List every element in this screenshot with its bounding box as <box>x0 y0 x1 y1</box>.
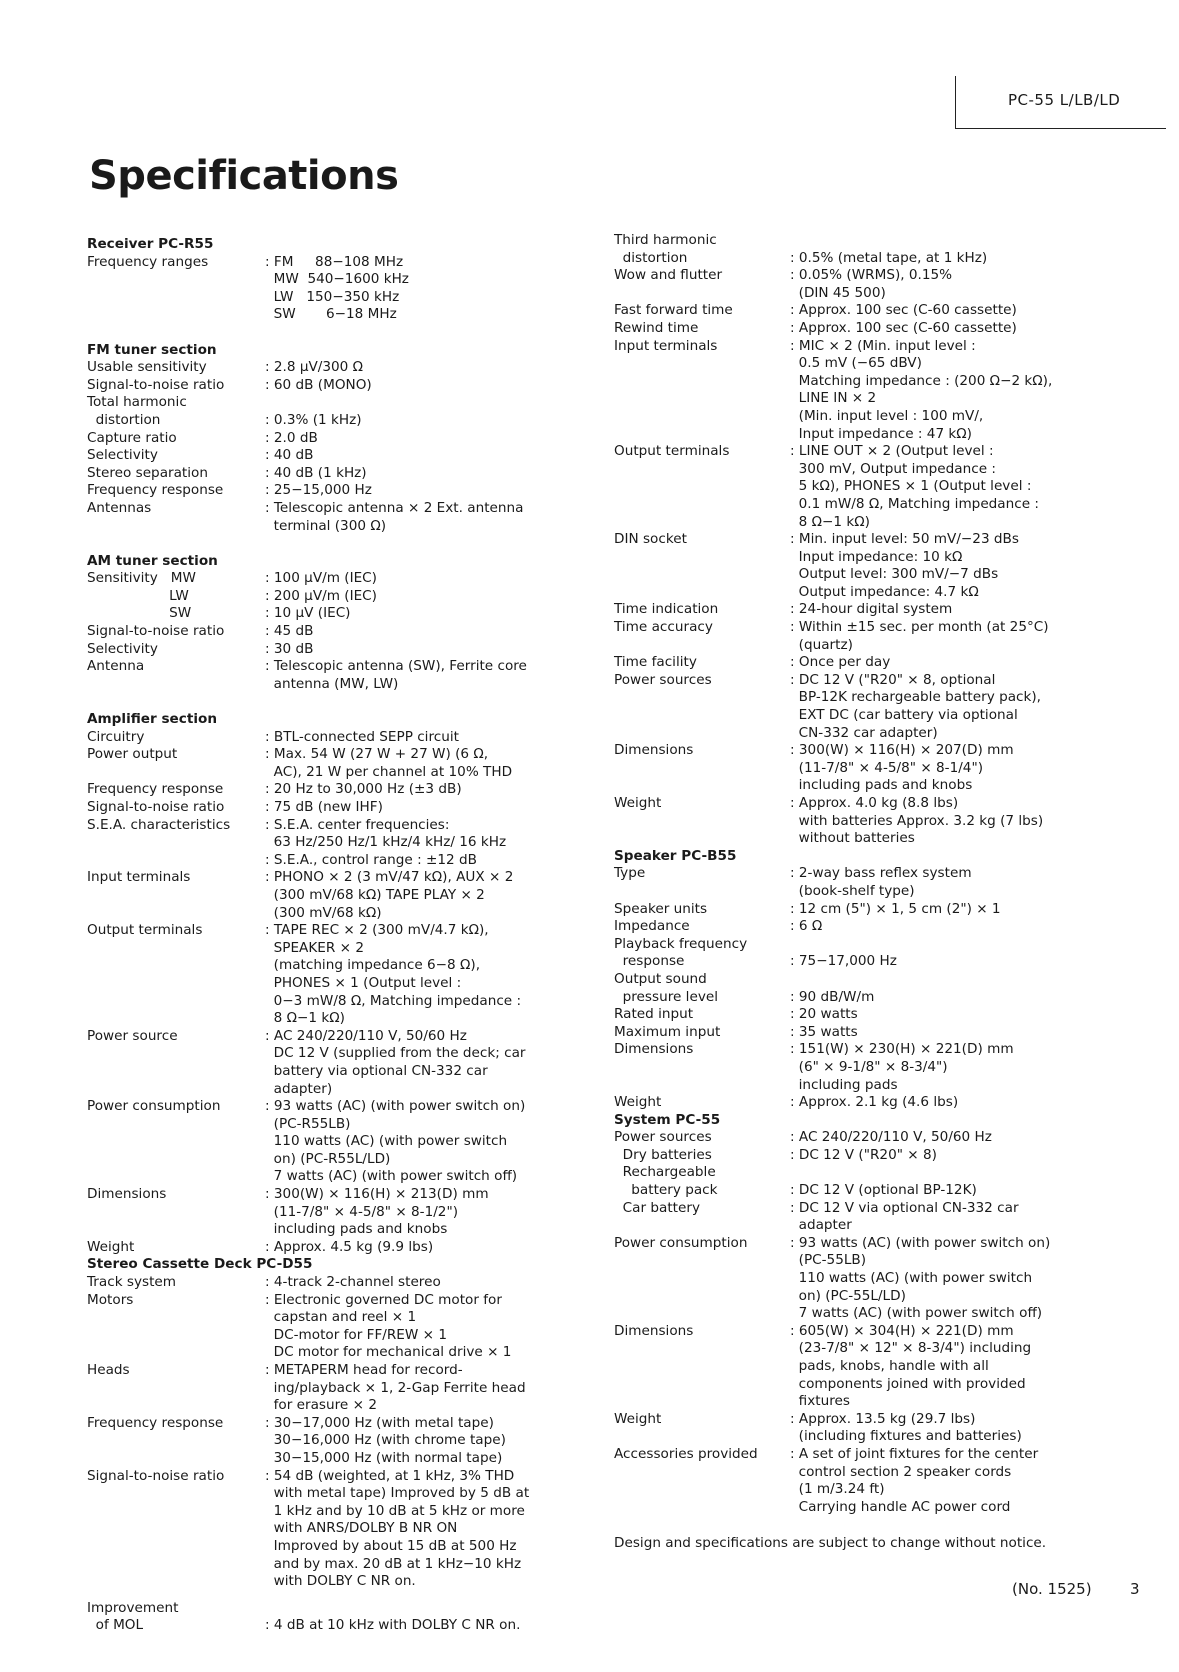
spec-row <box>614 601 1094 619</box>
spec-row <box>614 1024 1094 1042</box>
spec-row <box>614 936 1094 971</box>
spec-value: : 40 dB <box>265 447 314 464</box>
spec-value: : BTL-connected SEPP circuit <box>265 728 459 745</box>
spec-label: Weight <box>87 1238 135 1255</box>
spec-value: : Approx. 2.1 kg (4.6 lbs) <box>790 1094 959 1111</box>
spec-row <box>614 1094 1094 1112</box>
spec-row <box>614 232 1094 267</box>
spec-value: : 0.05% (WRMS), 0.15% (DIN 45 500) <box>790 267 953 301</box>
spec-label: Weight <box>614 795 662 811</box>
spec-label: Dimensions <box>614 742 694 759</box>
spec-row <box>87 1028 567 1098</box>
spec-value: : 12 cm (5") × 1, 5 cm (2") × 1 <box>790 900 1001 917</box>
spec-row <box>87 377 567 395</box>
spec-row <box>87 500 567 535</box>
spec-label: Stereo separation <box>87 464 208 481</box>
spec-value: : AC 240/220/110 V, 50/60 Hz : DC 12 V ("R20" × 8) <box>790 1129 992 1163</box>
spec-label: Signal-to-noise ratio <box>87 799 225 815</box>
spec-label: Dimensions <box>87 1186 167 1203</box>
spec-label: Usable sensitivity <box>87 359 207 376</box>
spec-row <box>87 746 567 781</box>
spec-row <box>87 781 567 799</box>
spacer <box>87 324 567 342</box>
spec-label: Capture ratio <box>87 429 177 446</box>
spec-row <box>87 430 567 448</box>
spec-row <box>87 1415 567 1468</box>
spec-value: : Approx. 13.5 kg (29.7 lbs) (including fixtures and batteries) <box>790 1410 1022 1445</box>
spec-label: Weight <box>614 1410 662 1427</box>
spec-row <box>614 865 1094 900</box>
spec-row <box>87 1292 567 1362</box>
spec-value: : 25−15,000 Hz <box>265 482 372 499</box>
spec-label: Speaker units <box>614 900 708 917</box>
spec-label: Total harmonic distortion <box>87 394 187 428</box>
spec-value: : 30−17,000 Hz (with metal tape) 30−16,000 Hz (with chrome tape) 30−15,000 Hz (with normal tape) <box>265 1414 506 1466</box>
spec-value: : Once per day <box>790 654 891 671</box>
spec-label: Dimensions <box>614 1041 694 1058</box>
spec-value: : 2-way bass reflex system (book-shelf type) <box>790 865 972 899</box>
spec-label: S.E.A. characteristics <box>87 816 231 833</box>
spec-label: Track system <box>87 1274 177 1291</box>
spec-row <box>87 570 567 623</box>
spec-value: : AC 240/220/110 V, 50/60 Hz DC 12 V (supplied from the deck; car battery via optional CN-332 car adapter) <box>265 1027 526 1097</box>
spec-value: : 20 Hz to 30,000 Hz (±3 dB) <box>265 781 462 798</box>
spec-label: Power consumption <box>87 1098 221 1115</box>
spec-label: Antenna <box>87 658 145 675</box>
spec-label: Frequency response <box>87 482 224 499</box>
spec-row <box>614 302 1094 320</box>
spec-value: : 300(W) × 116(H) × 213(D) mm (11-7/8" × 4-5/8" × 8-1/2") including pads and knobs <box>265 1186 489 1238</box>
spec-row <box>87 254 567 324</box>
spec-row <box>87 1362 567 1415</box>
spec-row <box>614 267 1094 302</box>
spec-row <box>614 1446 1094 1516</box>
spec-value: : 2.8 μV/300 Ω <box>265 359 364 376</box>
spec-value: : 4 dB at 10 kHz with DOLBY C NR on. <box>265 1617 521 1634</box>
spec-value: : S.E.A. center frequencies: 63 Hz/250 Hz/1 kHz/4 kHz/ 16 kHz : S.E.A., control range : ±12 dB <box>265 816 507 868</box>
section-heading: System PC-55 <box>614 1111 721 1128</box>
spec-value: : TAPE REC × 2 (300 mV/4.7 kΩ), SPEAKER × 2 (matching impedance 6−8 Ω), PHONES × 1 (Output level : 0−3 mW/8 Ω, Matching impedance : 8 Ω−1 kΩ) <box>265 922 522 1027</box>
spec-label: Signal-to-noise ratio <box>87 376 225 393</box>
spec-value: : Approx. 100 sec (C-60 cassette) <box>790 319 1017 336</box>
spec-row <box>614 320 1094 338</box>
spec-row <box>87 1600 567 1635</box>
spec-value: : Max. 54 W (27 W + 27 W) (6 Ω, AC), 21 W per channel at 10% THD <box>265 746 513 780</box>
spec-label: Heads <box>87 1362 130 1378</box>
spec-row <box>87 623 567 641</box>
spec-row <box>614 795 1094 848</box>
spec-label: Third harmonic distortion <box>614 232 717 266</box>
spec-row <box>87 394 567 429</box>
spec-value: : LINE OUT × 2 (Output level : 300 mV, Output impedance : 5 kΩ), PHONES × 1 (Output level : 0.1 mW/8 Ω, Matching impedance : 8 Ω−1 kΩ) <box>790 443 1039 530</box>
spec-label: Input terminals <box>614 337 718 354</box>
spec-label: Signal-to-noise ratio <box>87 623 225 640</box>
spec-value: : 0.3% (1 kHz) <box>265 411 362 428</box>
spec-value: : 605(W) × 304(H) × 221(D) mm (23-7/8" × 12" × 8-3/4") including pads, knobs, handle with all components joined with provided fixtures <box>790 1322 1032 1410</box>
spec-label: Rechargeable battery pack <box>622 1164 718 1199</box>
spec-label: Output sound pressure level <box>614 970 719 1005</box>
spec-value: : 90 dB/W/m <box>790 988 875 1005</box>
spec-row <box>87 658 567 693</box>
spec-value: : 0.5% (metal tape, at 1 kHz) <box>790 249 988 266</box>
spec-row <box>87 447 567 465</box>
spec-value: : FM 88−108 MHz MW 540−1600 kHz LW 150−350 kHz SW 6−18 MHz <box>265 253 409 323</box>
spec-label: Motors <box>87 1291 134 1308</box>
spec-row <box>87 1186 567 1239</box>
spec-row <box>614 1041 1094 1094</box>
spec-row <box>614 901 1094 919</box>
spec-value: : 40 dB (1 kHz) <box>265 464 367 481</box>
spec-row <box>614 443 1094 531</box>
spec-value: : 60 dB (MONO) <box>265 376 372 393</box>
spec-row <box>614 1323 1094 1411</box>
spec-row <box>614 742 1094 795</box>
spec-label: Power source <box>87 1027 178 1044</box>
spacer <box>87 693 567 711</box>
spec-value: : DC 12 V via optional CN-332 car adapter <box>790 1199 1019 1234</box>
spec-label: Frequency response <box>87 1414 224 1431</box>
spec-label: Power sources Dry batteries <box>614 1129 712 1163</box>
spec-label: Signal-to-noise ratio <box>87 1467 225 1484</box>
spec-label: Selectivity <box>87 447 158 464</box>
spec-value: : DC 12 V (optional BP-12K) <box>790 1182 977 1199</box>
spec-label: Improvement of MOL <box>87 1599 179 1634</box>
spec-label: Accessories provided <box>614 1445 758 1462</box>
spec-value: : 35 watts <box>790 1023 858 1040</box>
spec-label: Output terminals <box>87 922 203 939</box>
spec-label: Type <box>614 865 646 882</box>
spec-value: : 93 watts (AC) (with power switch on) (PC-55LB) 110 watts (AC) (with power switch on) (PC-55L/LD) 7 watts (AC) (with power switch off) <box>790 1234 1051 1322</box>
spec-value: : 2.0 dB <box>265 429 318 446</box>
spec-row <box>87 922 567 1028</box>
spec-row <box>87 1274 567 1292</box>
document-number: (No. 1525) <box>1012 1580 1092 1598</box>
spec-value: : 93 watts (AC) (with power switch on) (PC-R55LB) 110 watts (AC) (with power switch on) (PC-R55L/LD) 7 watts (AC) (with power switch off) <box>265 1098 526 1185</box>
spec-row <box>614 619 1094 654</box>
spec-label: Wow and flutter <box>614 267 723 284</box>
spec-label: Fast forward time <box>614 302 733 319</box>
spec-row <box>614 1129 1094 1164</box>
spec-value: : Approx. 4.5 kg (9.9 lbs) <box>265 1238 434 1255</box>
spec-row <box>614 1200 1094 1235</box>
page-number: 3 <box>1130 1580 1140 1598</box>
spec-label: Selectivity <box>87 640 158 657</box>
spec-label: Power output <box>87 746 178 763</box>
spec-label: Circuitry <box>87 728 145 745</box>
spec-row <box>87 817 567 870</box>
page-title: Specifications <box>89 153 399 199</box>
spec-label: Dimensions <box>614 1322 694 1339</box>
spec-row <box>614 1235 1094 1323</box>
spec-row <box>614 1164 1094 1199</box>
spec-row <box>87 1239 567 1257</box>
spec-value: : Within ±15 sec. per month (at 25°C) (quartz) <box>790 619 1049 653</box>
spec-value: : 300(W) × 116(H) × 207(D) mm (11-7/8" × 4-5/8" × 8-1/4") including pads and knobs <box>790 742 1014 794</box>
spec-value: : 4-track 2-channel stereo <box>265 1274 441 1291</box>
spec-value: : 6 Ω <box>790 918 823 935</box>
spec-value: : Approx. 4.0 kg (8.8 lbs) with batteries Approx. 3.2 kg (7 lbs) without batteries <box>790 795 1044 847</box>
spec-row <box>614 1411 1094 1446</box>
spec-label: Antennas <box>87 499 152 516</box>
spec-row <box>87 641 567 659</box>
spec-row <box>87 869 567 922</box>
spec-label: Output terminals <box>614 443 730 460</box>
spec-row <box>614 672 1094 742</box>
section-heading: AM tuner section <box>87 552 218 569</box>
spec-value: : PHONO × 2 (3 mV/47 kΩ), AUX × 2 (300 mV/68 kΩ) TAPE PLAY × 2 (300 mV/68 kΩ) <box>265 869 514 921</box>
spacer <box>87 535 567 553</box>
change-notice: Design and specifications are subject to change without notice. <box>614 1535 1047 1551</box>
section-heading: Receiver PC-R55 <box>87 236 214 252</box>
spec-value: : Electronic governed DC motor for capstan and reel × 1 DC-motor for FF/REW × 1 DC motor for mechanical drive × 1 <box>265 1291 512 1361</box>
spec-label: DIN socket <box>614 531 687 548</box>
spec-value: : 100 μV/m (IEC) : 200 μV/m (IEC) : 10 μV (IEC) <box>265 570 377 622</box>
spec-value: : Telescopic antenna (SW), Ferrite core antenna (MW, LW) <box>265 658 527 692</box>
spec-label: Power sources <box>614 671 712 688</box>
spec-value: : Min. input level: 50 mV/−23 dBs Input impedance: 10 kΩ Output level: 300 mV/−7 dBs Output impedance: 4.7 kΩ <box>790 531 1019 600</box>
spec-value: : Approx. 100 sec (C-60 cassette) <box>790 302 1017 319</box>
spec-value: : Telescopic antenna × 2 Ext. antenna terminal (300 Ω) <box>265 499 524 534</box>
spec-row <box>87 729 567 747</box>
spec-label: Rated input <box>614 1006 694 1023</box>
spec-label: Time accuracy <box>614 619 713 636</box>
spec-value: : 54 dB (weighted, at 1 kHz, 3% THD with metal tape) Improved by 5 dB at 1 kHz and by 10 dB at 5 kHz or more with ANRS/DOLBY B NR ON Improved by about 15 dB at 500 Hz and by max. 20 dB at 1 kHz−10 kHz with DOLBY C NR on. <box>265 1467 530 1590</box>
spec-value: : DC 12 V ("R20" × 8, optional BP-12K rechargeable battery pack), EXT DC (car battery via optional CN-332 car adapter) <box>790 671 1042 741</box>
section-heading: Speaker PC-B55 <box>614 847 737 864</box>
spec-row <box>87 465 567 483</box>
spacer <box>87 1591 567 1600</box>
section-heading: FM tuner section <box>87 341 217 358</box>
spec-row <box>87 359 567 377</box>
spec-label: Impedance <box>614 918 690 935</box>
spec-label: Power consumption <box>614 1234 748 1251</box>
spec-value: : MIC × 2 (Min. input level : 0.5 mV (−65 dBV) Matching impedance : (200 Ω−2 kΩ), LINE IN × 2 (Min. input level : 100 mV/, Input impedance : 47 kΩ) <box>790 337 1053 442</box>
spec-value: : 151(W) × 230(H) × 221(D) mm (6" × 9-1/8" × 8-3/4") including pads <box>790 1041 1014 1093</box>
spec-column-right <box>614 232 1094 1516</box>
model-number: PC-55 L/LB/LD <box>1008 91 1121 109</box>
spec-label: Time facility <box>614 654 697 671</box>
spec-label: Playback frequency response <box>614 935 748 970</box>
spec-label: Time indication <box>614 601 719 618</box>
spec-value: : 30 dB <box>265 640 314 657</box>
spec-value: : 75 dB (new IHF) <box>265 799 383 815</box>
spec-label: Frequency ranges <box>87 253 209 270</box>
spec-label: Maximum input <box>614 1023 721 1040</box>
spec-row <box>87 1468 567 1591</box>
spec-label: Rewind time <box>614 319 699 336</box>
spec-value: : 24-hour digital system <box>790 601 953 618</box>
spec-row <box>614 918 1094 936</box>
spec-label: Car battery <box>614 1199 700 1216</box>
section-heading: Stereo Cassette Deck PC-D55 <box>87 1256 313 1273</box>
spec-value: : METAPERM head for record- ing/playback × 1, 2-Gap Ferrite head for erasure × 2 <box>265 1362 526 1414</box>
spec-row <box>87 1098 567 1186</box>
spec-row <box>614 1006 1094 1024</box>
spec-row <box>614 654 1094 672</box>
spec-value: : 45 dB <box>265 623 314 640</box>
spec-label: Frequency response <box>87 781 224 798</box>
spec-row <box>614 971 1094 1006</box>
spec-value: : A set of joint fixtures for the center control section 2 speaker cords (1 m/3.24 ft) Carrying handle AC power cord <box>790 1445 1039 1515</box>
spec-row <box>87 799 567 817</box>
spec-row <box>87 482 567 500</box>
spec-value: : 20 watts <box>790 1006 858 1023</box>
spec-label: Sensitivity MW LW SW <box>87 570 196 622</box>
spec-row <box>614 531 1094 601</box>
section-heading: Amplifier section <box>87 711 218 728</box>
spec-column-left <box>87 236 567 1635</box>
spec-row <box>614 338 1094 444</box>
spec-label: Input terminals <box>87 869 191 886</box>
spec-value: : 75−17,000 Hz <box>790 953 897 970</box>
spec-label: Weight <box>614 1094 662 1111</box>
